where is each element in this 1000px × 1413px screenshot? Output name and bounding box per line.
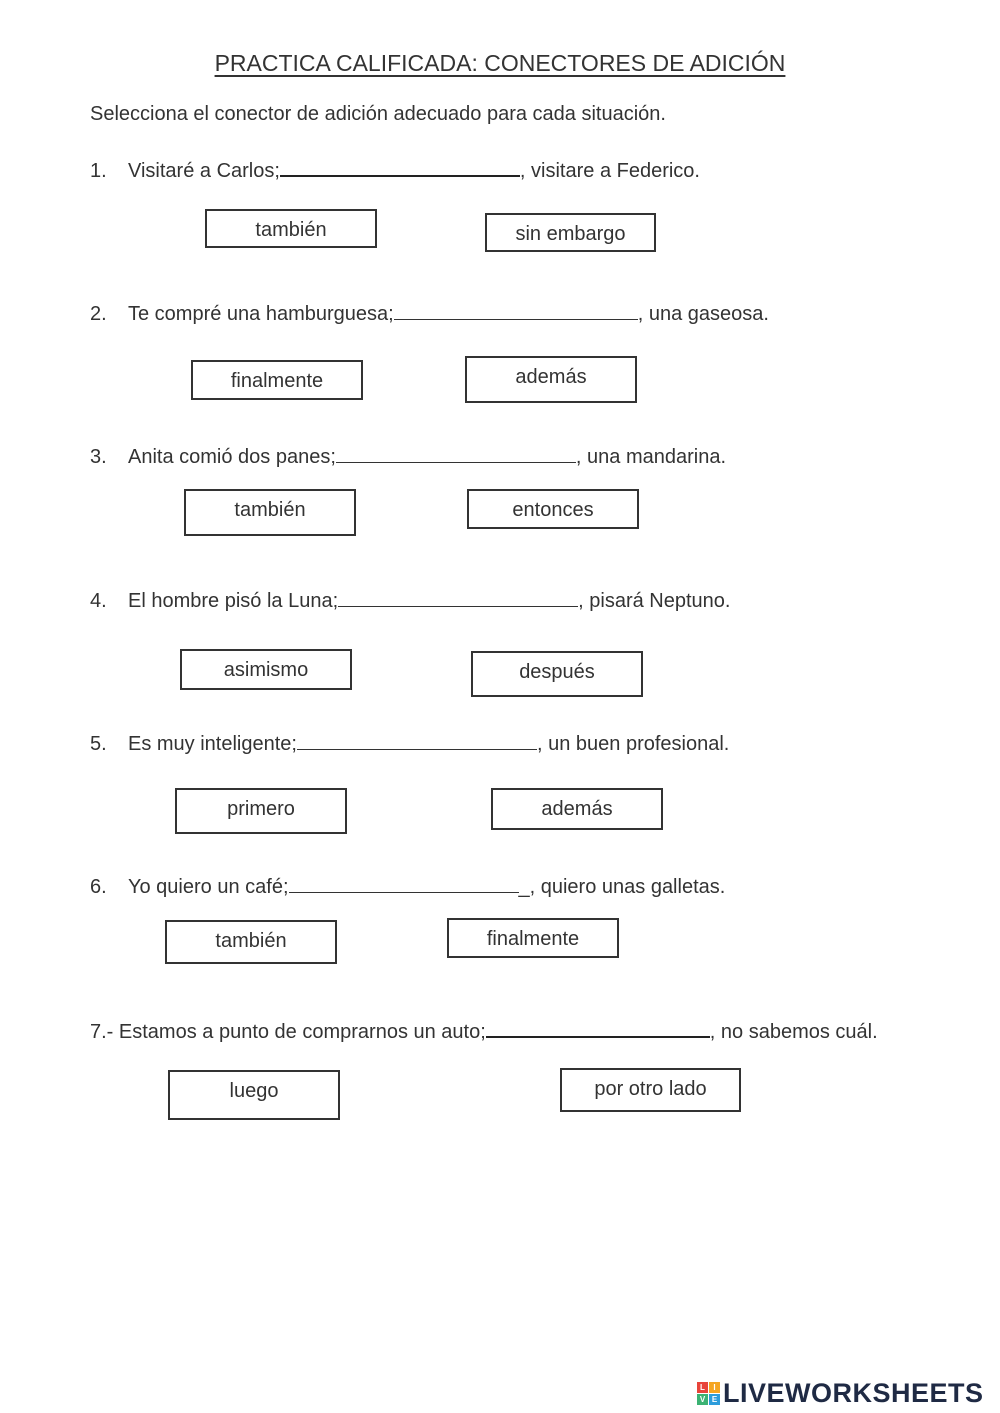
question-7 <box>90 1016 878 1044</box>
answer-blank[interactable] <box>336 442 576 463</box>
question-2 <box>90 299 769 326</box>
badge-letter: V <box>697 1394 708 1405</box>
logo-badge-icon <box>697 1382 720 1405</box>
question-text-before: Estamos a punto de comprarnos un auto; <box>118 1021 486 1043</box>
option-tambien[interactable]: también <box>205 209 377 248</box>
option-despues[interactable]: después <box>471 651 643 697</box>
question-text-after: , una mandarina. <box>575 446 727 468</box>
question-text-after: , un buen profesional. <box>536 733 730 755</box>
question-text-before: Visitaré a Carlos; <box>128 160 280 182</box>
badge-letter: L <box>697 1382 708 1393</box>
option-sin-embargo[interactable]: sin embargo <box>485 213 656 252</box>
question-text-after: , no sabemos cuál. <box>709 1021 878 1043</box>
answer-blank[interactable] <box>289 872 519 893</box>
option-ademas[interactable]: además <box>465 356 637 403</box>
option-ademas[interactable]: además <box>491 788 663 830</box>
question-1 <box>90 155 700 183</box>
option-primero[interactable]: primero <box>175 788 347 834</box>
question-number: 3. <box>90 446 107 468</box>
option-finalmente[interactable]: finalmente <box>191 360 363 400</box>
question-text-before: Es muy inteligente; <box>128 733 297 755</box>
option-por-otro-lado[interactable]: por otro lado <box>560 1068 741 1112</box>
option-tambien[interactable]: también <box>165 920 337 964</box>
badge-letter: E <box>709 1394 720 1405</box>
question-number: 2. <box>90 303 107 325</box>
option-tambien[interactable]: también <box>184 489 356 536</box>
question-text-after: , pisará Neptuno. <box>578 590 731 612</box>
liveworksheets-logo <box>697 1376 984 1410</box>
badge-letter: I <box>709 1382 720 1393</box>
option-finalmente[interactable]: finalmente <box>447 918 619 958</box>
question-text-after: , visitare a Federico. <box>519 160 700 182</box>
question-number: 6. <box>90 876 107 898</box>
question-number: 7.- <box>90 1021 114 1043</box>
question-5 <box>90 729 729 756</box>
question-6 <box>90 872 725 899</box>
question-text-before: Anita comió dos panes; <box>128 446 336 468</box>
question-number: 5. <box>90 733 107 755</box>
option-asimismo[interactable]: asimismo <box>180 649 352 690</box>
question-text-before: Yo quiero un café; <box>128 876 289 898</box>
question-text-before: El hombre pisó la Luna; <box>128 590 339 612</box>
answer-blank[interactable] <box>394 299 638 320</box>
instruction-text: Selecciona el conector de adición adecuado para cada situación. <box>90 103 666 125</box>
answer-blank[interactable] <box>486 1016 710 1038</box>
question-text-after: _, quiero unas galletas. <box>518 876 726 898</box>
question-3 <box>90 442 726 469</box>
question-number: 4. <box>90 590 107 612</box>
option-luego[interactable]: luego <box>168 1070 340 1120</box>
question-number: 1. <box>90 160 107 182</box>
question-text-after: , una gaseosa. <box>637 303 769 325</box>
logo-text: LIVEWORKSHEETS <box>723 1377 984 1408</box>
answer-blank[interactable] <box>338 586 578 607</box>
answer-blank[interactable] <box>297 729 537 750</box>
question-text-before: Te compré una hamburguesa; <box>128 303 394 325</box>
answer-blank[interactable] <box>280 155 520 177</box>
option-entonces[interactable]: entonces <box>467 489 639 529</box>
question-4 <box>90 586 730 613</box>
page-title: PRACTICA CALIFICADA: CONECTORES DE ADICIÓN <box>214 50 786 76</box>
